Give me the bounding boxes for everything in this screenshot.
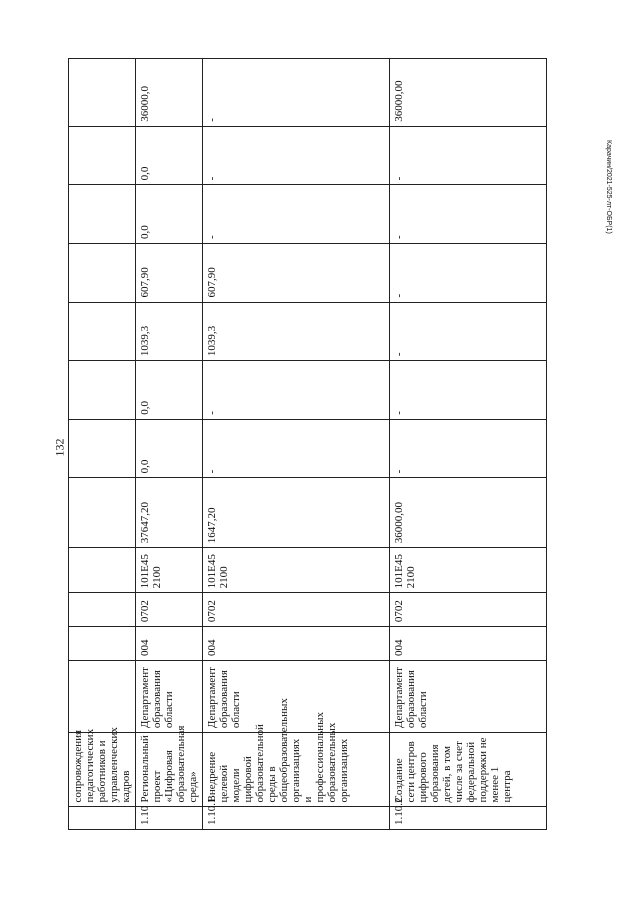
row-number-cell — [69, 807, 136, 830]
value-cell-4: 1039,3 — [136, 302, 203, 361]
executor-cell: Департамент образования области — [203, 660, 390, 732]
value-cell-7: - — [390, 126, 547, 185]
table-row — [203, 59, 390, 830]
table-row — [136, 59, 203, 830]
measure-name-cell: Внедрение целевой модели цифровой образовательной среды в общеобразовательных организациях и профессиональных образовательных организациях — [203, 733, 390, 807]
value-cell-6: - — [390, 185, 547, 244]
value-cell-5 — [69, 243, 136, 302]
row-number-cell: 1.10.2 — [390, 807, 547, 830]
rz-pr-cell: 0702 — [390, 593, 547, 627]
value-cell-3: - — [203, 361, 390, 420]
csr-cell: 101E45 2100 — [203, 548, 390, 593]
value-cell-5: 607,90 — [203, 243, 390, 302]
rz-pr-cell — [69, 593, 136, 627]
table-row — [390, 59, 547, 830]
value-cell-8: 36000,0 — [136, 59, 203, 127]
value-cell-8: - — [203, 59, 390, 127]
executor-cell: Департамент образования области — [136, 660, 203, 732]
value-cell-4: 1039,3 — [203, 302, 390, 361]
page-number: 132 — [52, 438, 67, 457]
csr-cell — [69, 548, 136, 593]
value-cell-6 — [69, 185, 136, 244]
value-cell-total: 1647,20 — [203, 478, 390, 548]
value-cell-total: 36000,00 — [390, 478, 547, 548]
row-number-cell: 1.10 — [136, 807, 203, 830]
value-cell-3: - — [390, 361, 547, 420]
csr-cell: 101E45 2100 — [390, 548, 547, 593]
value-cell-6: 0,0 — [136, 185, 203, 244]
measure-name-cell: Создание сети центров цифрового образования детей, в том числе за счет федеральной поддержки не менее 1 центра — [390, 733, 547, 807]
value-cell-7 — [69, 126, 136, 185]
value-cell-8 — [69, 59, 136, 127]
table-row — [69, 59, 136, 830]
measure-name-cell: сопровождения педагогических работников и управленческих кадров — [69, 733, 136, 807]
grbs-cell: 004 — [390, 627, 547, 661]
grbs-cell: 004 — [136, 627, 203, 661]
value-cell-8: 36000,00 — [390, 59, 547, 127]
grbs-cell — [69, 627, 136, 661]
value-cell-2: 0,0 — [136, 419, 203, 478]
rz-pr-cell: 0702 — [136, 593, 203, 627]
value-cell-4 — [69, 302, 136, 361]
value-cell-5: 607,90 — [136, 243, 203, 302]
budget-table — [68, 58, 547, 830]
document-code: Карачин/2021-525-лт-ОБР(1) — [605, 140, 612, 234]
rz-pr-cell: 0702 — [203, 593, 390, 627]
executor-cell — [69, 660, 136, 732]
csr-cell: 101E45 2100 — [136, 548, 203, 593]
rotated-table-region — [68, 58, 532, 830]
executor-cell: Департамент образования области — [390, 660, 547, 732]
value-cell-7: 0,0 — [136, 126, 203, 185]
value-cell-2: - — [203, 419, 390, 478]
value-cell-3 — [69, 361, 136, 420]
value-cell-total: 37647,20 — [136, 478, 203, 548]
value-cell-7: - — [203, 126, 390, 185]
value-cell-3: 0,0 — [136, 361, 203, 420]
row-number-cell: 1.10.1 — [203, 807, 390, 830]
value-cell-total — [69, 478, 136, 548]
measure-name-cell: Региональный проект «Цифровая образовательная среда» — [136, 733, 203, 807]
value-cell-4: - — [390, 302, 547, 361]
value-cell-2 — [69, 419, 136, 478]
value-cell-5: - — [390, 243, 547, 302]
value-cell-6: - — [203, 185, 390, 244]
value-cell-2: - — [390, 419, 547, 478]
grbs-cell: 004 — [203, 627, 390, 661]
